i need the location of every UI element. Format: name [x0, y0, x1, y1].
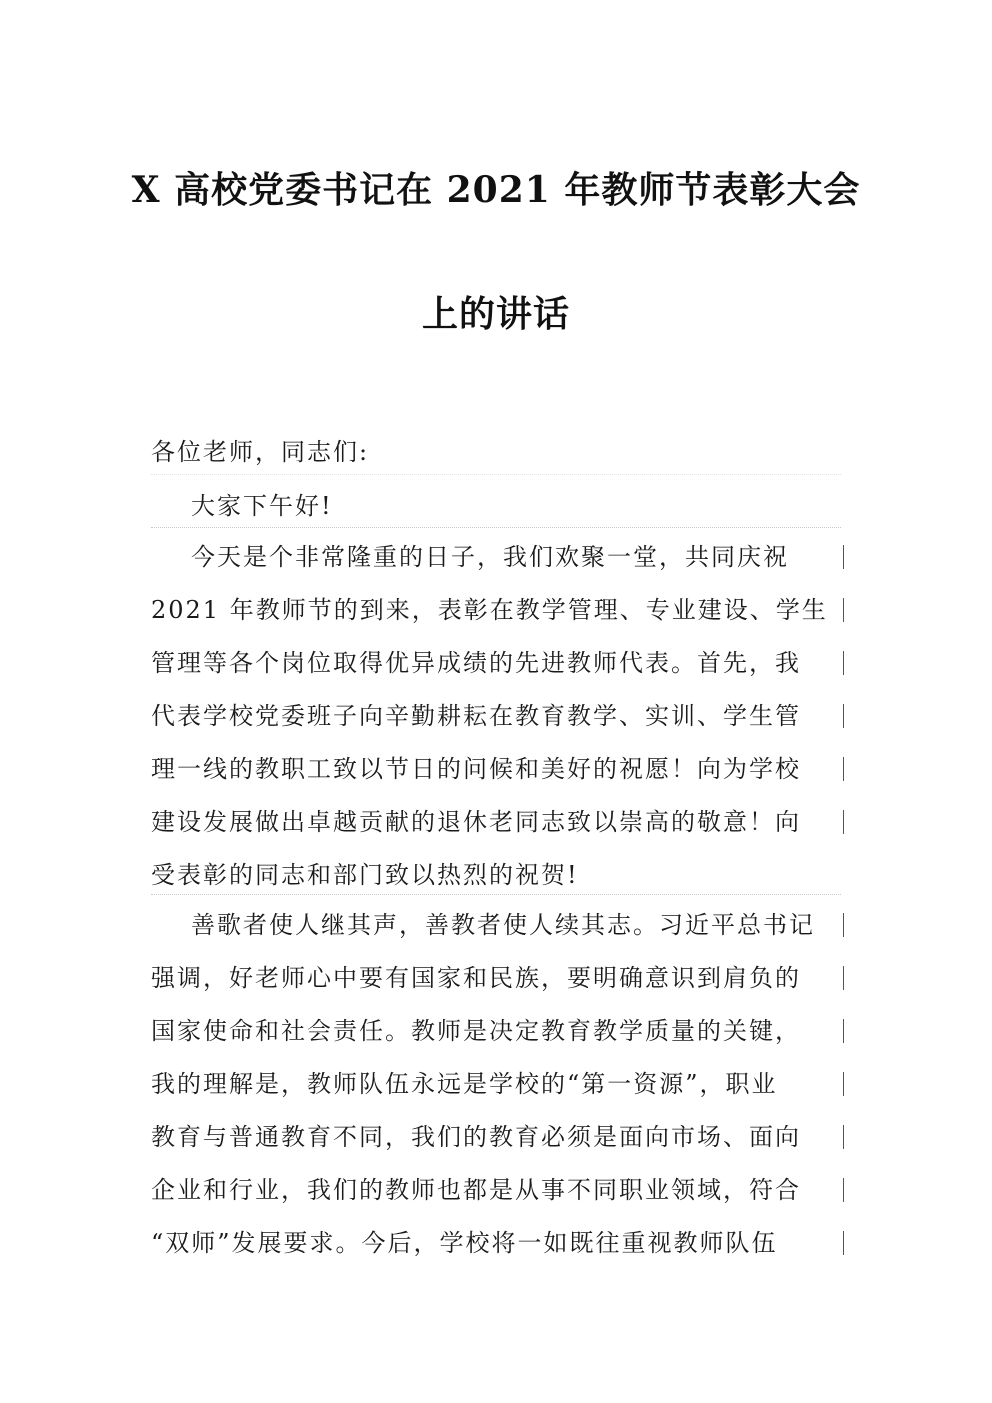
salutation: 各位老师，同志们: — [151, 438, 370, 466]
paragraph-1-line: 今天是个非常隆重的日子，我们欢聚一堂，共同庆祝 — [191, 543, 789, 571]
line-divider — [151, 527, 841, 528]
paragraph-2-line: 企业和行业，我们的教师也都是从事不同职业领域，符合 — [151, 1176, 801, 1204]
document-title-line-1: X 高校党委书记在 2021 年教师节表彰大会 — [131, 169, 861, 211]
margin-bar — [843, 704, 844, 728]
margin-bar — [843, 1019, 844, 1043]
margin-bar — [843, 651, 844, 675]
margin-bar — [843, 966, 844, 990]
margin-bar — [843, 1231, 844, 1255]
paragraph-1-line: 代表学校党委班子向辛勤耕耘在教育教学、实训、学生管 — [151, 702, 801, 730]
paragraph-2-line: “双师”发展要求。今后，学校将一如既往重视教师队伍 — [151, 1229, 778, 1257]
greeting: 大家下午好! — [191, 492, 333, 520]
margin-bar — [843, 545, 844, 569]
paragraph-2-line: 国家使命和社会责任。教师是决定教育教学质量的关键， — [151, 1017, 801, 1045]
line-divider — [151, 474, 841, 475]
paragraph-1-line: 理一线的教职工致以节日的问候和美好的祝愿！向为学校 — [151, 755, 801, 783]
paragraph-1-line: 管理等各个岗位取得优异成绩的先进教师代表。首先，我 — [151, 649, 801, 677]
line-divider — [151, 894, 841, 895]
paragraph-1-line: 建设发展做出卓越贡献的退休老同志致以崇高的敬意！向 — [151, 808, 801, 836]
margin-bar — [843, 913, 844, 937]
margin-bar — [843, 1178, 844, 1202]
margin-bar — [843, 757, 844, 781]
paragraph-2-line: 善歌者使人继其声，善教者使人续其志。习近平总书记 — [191, 911, 815, 939]
paragraph-2-line: 我的理解是，教师队伍永远是学校的“第一资源”，职业 — [151, 1070, 778, 1098]
document-title-line-2: 上的讲话 — [421, 293, 570, 335]
margin-bar — [843, 598, 844, 622]
margin-bar — [843, 1125, 844, 1149]
paragraph-2-line: 教育与普通教育不同，我们的教育必须是面向市场、面向 — [151, 1123, 801, 1151]
paragraph-1-line: 2021 年教师节的到来，表彰在教学管理、专业建设、学生 — [151, 596, 828, 624]
paragraph-1-line: 受表彰的同志和部门致以热烈的祝贺! — [151, 861, 579, 889]
margin-bar — [843, 1072, 844, 1096]
paragraph-2-line: 强调，好老师心中要有国家和民族，要明确意识到肩负的 — [151, 964, 801, 992]
margin-bar — [843, 810, 844, 834]
